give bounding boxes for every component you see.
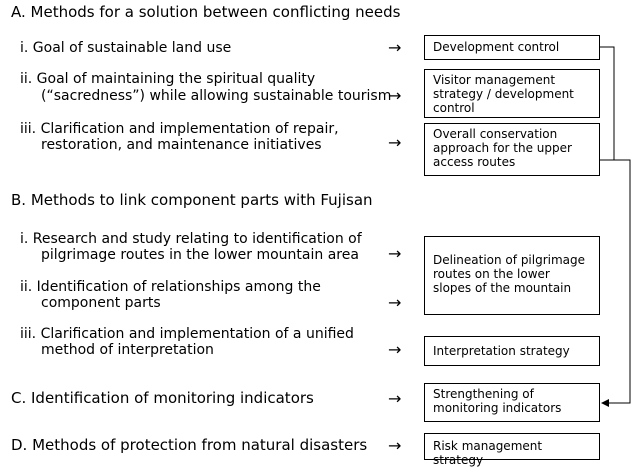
section-b-title: B. Methods to link component parts with Fujisan: [11, 191, 373, 209]
b-i-label-line1: i. Research and study relating to identification of: [20, 231, 362, 247]
arrow-icon: →: [388, 244, 402, 263]
arrow-icon: →: [388, 133, 402, 152]
a-iii-label-line1: iii. Clarification and implementation of repair,: [20, 121, 339, 137]
b-iii-label-line2: method of interpretation: [41, 342, 214, 358]
arrow-icon: →: [388, 86, 402, 105]
a-ii-label-line1: ii. Goal of maintaining the spiritual quality: [20, 71, 316, 87]
arrow-icon: →: [388, 436, 402, 455]
section-c-title: C. Identification of monitoring indicators: [11, 389, 314, 407]
arrow-icon: →: [388, 389, 402, 408]
arrow-icon: →: [388, 340, 402, 359]
a-ii-label-line2: (“sacredness”) while allowing sustainable tourism: [41, 88, 392, 104]
b-iii-label-line1: iii. Clarification and implementation of a unified: [20, 326, 354, 342]
arrow-icon: →: [388, 38, 402, 57]
b-i-label-line2: pilgrimage routes in the lower mountain area: [41, 247, 359, 263]
delineation-box: Delineation of pilgrimage routes on the lower slopes of the mountain: [424, 236, 600, 315]
interpretation-strategy-box: Interpretation strategy: [424, 336, 600, 366]
arrow-icon: →: [388, 293, 402, 312]
development-control-box: Development control: [424, 35, 600, 60]
b-ii-label-line2: component parts: [41, 295, 161, 311]
a-iii-label-line2: restoration, and maintenance initiatives: [41, 137, 322, 153]
connector-line: [602, 160, 630, 403]
monitoring-indicators-box: Strengthening of monitoring indicators: [424, 383, 600, 422]
connector-line: [600, 47, 614, 160]
a-i-label: i. Goal of sustainable land use: [20, 40, 232, 56]
visitor-management-box: Visitor management strategy / development control: [424, 69, 600, 118]
section-d-title: D. Methods of protection from natural disasters: [11, 436, 368, 454]
section-a-title: A. Methods for a solution between conflicting needs: [11, 3, 401, 21]
overall-conservation-box: Overall conservation approach for the upper access routes: [424, 123, 600, 176]
b-ii-label-line1: ii. Identification of relationships among the: [20, 279, 321, 295]
risk-management-box: Risk management strategy: [424, 433, 600, 460]
